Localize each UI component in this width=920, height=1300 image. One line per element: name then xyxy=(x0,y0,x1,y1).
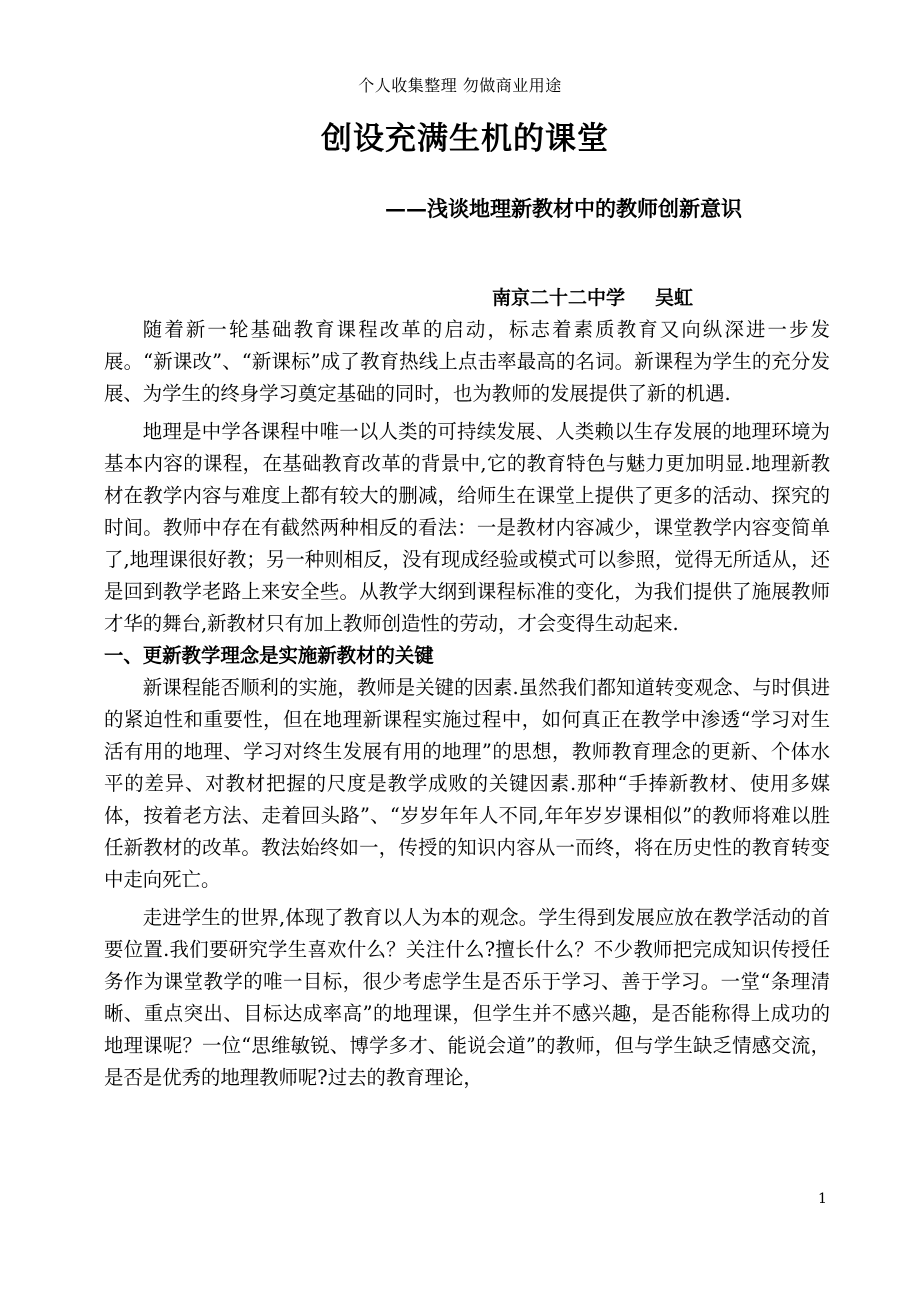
article-title: 创设充满生机的课堂 xyxy=(321,121,609,157)
page-number: 1 xyxy=(818,1191,827,1207)
paragraph-1: 随着新一轮基础教育课程改革的启动，标志着素质教育又向纵深进一步发展。“新课改”、“新课标”成了教育热线上点击率最高的名词。新课程为学生的充分发展、为学生的终身学习奠定基础的同时，也为教师的发展提供了新的机遇. xyxy=(104,318,830,405)
author-school: 南京二十二中学 xyxy=(492,287,626,309)
paragraph-3: 新课程能否顺利的实施，教师是关键的因素.虽然我们都知道转变观念、与时俱进的紧迫性和重要性，但在地理新课程实施过程中，如何真正在教学中渗透“学习对生活有用的地理、学习对终生发展有用的地理”的思想，教师教育理念的更新、个体水平的差异、对教材把握的尺度是教学成败的关键因素.那种“手捧新教材、使用多媒体，按着老方法、走着回头路”、“岁岁年年人不同,年年岁岁课相似”的教师将难以胜任新教材的改革。教法始终如一，传授的知识内容从一而终，将在历史性的教育转变中走向死亡。 xyxy=(104,676,830,891)
paragraph-4: 走进学生的世界,体现了教育以人为本的观念。学生得到发展应放在教学活动的首要位置.我们要研究学生喜欢什么？关注什么?擅长什么？不少教师把完成知识传授任务作为课堂教学的唯一目标，很少考虑学生是否乐于学习、善于学习。一堂“条理清晰、重点突出、目标达成率高”的地理课，但学生并不感兴趣，是否能称得上成功的地理课呢？一位“思维敏锐、博学多才、能说会道”的教师，但与学生缺乏情感交流，是否是优秀的地理教师呢?过去的教育理论， xyxy=(104,906,830,1089)
author-line xyxy=(492,283,693,313)
header-notice: 个人收集整理 勿做商业用途 xyxy=(358,76,562,95)
author-name: 吴虹 xyxy=(655,287,694,309)
article-body xyxy=(104,314,830,1094)
paragraph-2: 地理是中学各课程中唯一以人类的可持续发展、人类赖以生存发展的地理环境为基本内容的课程，在基础教育改革的背景中,它的教育特色与魅力更加明显.地理新教材在教学内容与难度上都有较大的删减，给师生在课堂上提供了更多的活动、探究的时间。教师中存在有截然两种相反的看法：一是教材内容减少，课堂教学内容变简单了,地理课很好教；另一种则相反，没有现成经验或模式可以参照，觉得无所适从，还是回到教学老路上来安全些。从教学大纲到课程标准的变化，为我们提供了施展教师才华的舞台,新教材只有加上教师创造性的劳动，才会变得生动起来. xyxy=(104,420,830,635)
article-subtitle: ——浅谈地理新教材中的教师创新意识 xyxy=(385,196,742,221)
section-1-heading: 一、更新教学理念是实施新教材的关键 xyxy=(104,644,434,667)
